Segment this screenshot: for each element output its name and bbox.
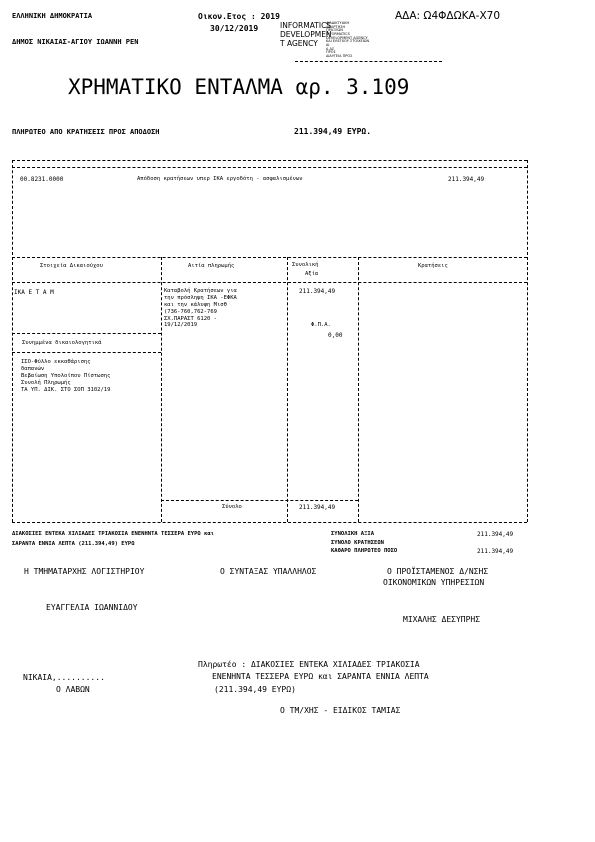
sum-value: 211.394,49 xyxy=(299,504,336,511)
supporting-title: Συνημμένα δικαιολογητικά xyxy=(22,340,102,346)
net-total-label: ΚΑΘΑΡΟ ΠΛΗΡΩΤΕΟ ΠΟΣΟ xyxy=(331,548,398,554)
sum-row-top xyxy=(161,500,358,501)
amount-words-line2: ΣΑΡΑΝΤΑ ΕΝΝΙΑ ΛΕΠΤΑ (211.394,49) ΕΥΡΩ xyxy=(12,541,135,547)
director-title-1: Ο ΠΡΟΪΣΤΑΜΕΝΟΣ Δ/ΝΣΗΣ xyxy=(387,567,489,576)
gross-total-label: ΣΥΝΟΛΙΚΗ ΑΞΙΑ xyxy=(331,531,375,537)
drafter-title: Ο ΣΥΝΤΑΞΑΣ ΥΠΑΛΛΗΛΟΣ xyxy=(220,567,317,576)
header-total-1: Συνολική xyxy=(292,262,319,268)
payable-label: ΠΛΗΡΩΤΕΟ ΑΠΟ ΚΡΑΤΗΣΕΙΣ ΠΡΟΣ ΑΠΟΔΟΣΗ xyxy=(12,128,160,136)
ada-code: ΑΔΑ: Ω4ΦΔΩΚΑ-Χ70 xyxy=(395,10,501,22)
sum-label: Σύνολο xyxy=(222,504,242,510)
diavgeia-logo: INFORMATICS DEVELOPMEN T AGENCY ΔΙΑΔΙΚΤΥΑΚΗ ΑΝΑΡΤΗΣΗ ΠΡΑΞΕΩΝ INFORMATICS DEVELOPMENT AGENCY ΚΑΙ ΕΛΕΓΧΟΥ ΣΤΟΙΧΕΙΩΝ ΔΙ Α ΑΣ ΠΡΟΣ ΔΙΑΥΓΕΙΑ ΠΡΟΣ xyxy=(280,21,370,59)
paid-words-line1: Πληρωτέο : ΔΙΑΚΟΣΙΕΣ ΕΝΤΕΚΑ ΧΙΛΙΑΔΕΣ ΤΡΙΑΚΟΣΙΑ xyxy=(198,660,420,669)
paid-words-line2: ΕΝΕΝΗΝΤΑ ΤΕΣΣΕΡΑ ΕΥΡΩ και ΣΑΡΑΝΤΑ ΕΝΝΙΑ ΛΕΠΤΑ xyxy=(212,672,429,681)
director-name: ΜΙΧΑΛΗΣ ΔΕΣΥΠΡΗΣ xyxy=(403,615,481,624)
table-right-border xyxy=(527,257,528,522)
logo-small-text: ΔΙΑΔΙΚΤΥΑΚΗ ΑΝΑΡΤΗΣΗ ΠΡΑΞΕΩΝ INFORMATICS DEVELOPMENT AGENCY ΚΑΙ ΕΛΕΓΧΟΥ ΣΤΟΙΧΕΙΩΝ ΔΙ Α ΑΣ ΠΡΟΣ ΔΙΑΥΓΕΙΑ ΠΡΟΣ xyxy=(326,21,370,59)
cashier-title: Ο ΤΜ/ΧΗΣ - ΕΙΔΙΚΟΣ ΤΑΜΙΑΣ xyxy=(280,706,401,715)
amount-words-line1: ΔΙΑΚΟΣΙΕΣ ΕΝΤΕΚΑ ΧΙΛΙΑΔΕΣ ΤΡΙΑΚΟΣΙΑ ΕΝΕΝΗΝΤΑ ΤΕΣΣΕΡΑ ΕΥΡΩ και xyxy=(12,531,214,537)
total-value: 211.394,49 xyxy=(299,288,336,295)
header-deductions: Κρατήσεις xyxy=(418,263,448,269)
account-box-inner xyxy=(12,167,527,168)
table-header-bottom xyxy=(12,282,527,283)
col-divider-3 xyxy=(358,257,359,522)
header-reason: Αιτία πληρωμής xyxy=(188,263,235,269)
receipt-place: ΝΙΚΑΙΑ,.......... xyxy=(23,673,105,682)
fiscal-year: Οικον.Ετος : 2019 xyxy=(198,12,280,21)
account-amount: 211.394,49 xyxy=(448,176,485,183)
supporting-bottom xyxy=(12,352,161,353)
logo-underline xyxy=(295,61,442,62)
head-accounting-title: Η ΤΜΗΜΑΤΑΡΧΗΣ ΛΟΓΙΣΤΗΡΙΟΥ xyxy=(24,567,145,576)
gross-total-value: 211.394,49 xyxy=(477,531,514,538)
table-top-border xyxy=(12,257,527,258)
vat-value: 0,00 xyxy=(328,332,343,339)
head-accounting-name: ΕΥΑΓΓΕΛΙΑ ΙΩΑΝΝΙΔΟΥ xyxy=(46,603,138,612)
account-box-left xyxy=(12,160,13,255)
payable-amount: 211.394,49 ΕΥΡΩ. xyxy=(294,127,372,136)
municipality-name: ΔΗΜΟΣ ΝΙΚΑΙΑΣ-ΑΓΙΟΥ ΙΩΑΝΝΗ ΡΕΝ xyxy=(12,38,139,46)
document-date: 30/12/2019 xyxy=(210,24,259,33)
account-box-right xyxy=(527,160,528,255)
paid-amount: (211.394,49 ΕΥΡΩ) xyxy=(214,685,296,694)
vat-label: Φ.Π.Α. xyxy=(311,322,331,328)
col-divider-2 xyxy=(287,257,288,522)
header-total-2: Αξία xyxy=(305,271,319,277)
document-title: ΧΡΗΜΑΤΙΚΟ ΕΝΤΑΛΜΑ αρ. 3.109 xyxy=(68,75,410,99)
col-divider-1 xyxy=(161,257,162,522)
account-box-top xyxy=(12,160,527,161)
deductions-total-label: ΣΥΝΟΛΟ ΚΡΑΤΗΣΕΩΝ xyxy=(331,540,384,546)
director-title-2: ΟΙΚΟΝΟΜΙΚΩΝ ΥΠΗΡΕΣΙΩΝ xyxy=(383,578,485,587)
beneficiary-name: ΙΚΑ Ε Τ Α Μ xyxy=(14,289,54,296)
supporting-top xyxy=(12,333,161,334)
supporting-documents: ΙΣΟ-Φύλλο εκκαθάρισης δαπανών Βεβαίωση Υπολοίπου Πίστωσης Συνολή Πληρωμής ΤΑ ΥΠ. ΔΙΚ. ΣΤΟ ΣΟΠ 3102/19 xyxy=(21,359,111,393)
header-beneficiary: Στοιχεία Δικαιούχου xyxy=(40,263,103,269)
table-bottom-border xyxy=(12,522,527,523)
table-left-border xyxy=(12,257,13,522)
net-total-value: 211.394,49 xyxy=(477,548,514,555)
receiver-label: Ο ΛΑΒΩΝ xyxy=(56,685,90,694)
account-description: Απόδοση κρατήσεων υπερ ΙΚΑ εργοδότη - ασφαλισμένων xyxy=(137,176,303,182)
account-code: 00.8231.0000 xyxy=(20,176,64,183)
state-name: ΕΛΛΗΝΙΚΗ ΔΗΜΟΚΡΑΤΙΑ xyxy=(12,12,93,20)
payment-reason: Καταβολή Κρατήσεων για την πρόσληψη ΙΚΑ -ΕΦΚΑ και την κάλυψη Μισθ (736-760,762-769 ΣΧ.ΠΑΡΑΣΤ 6120 - 19/12/2019 xyxy=(164,288,237,329)
